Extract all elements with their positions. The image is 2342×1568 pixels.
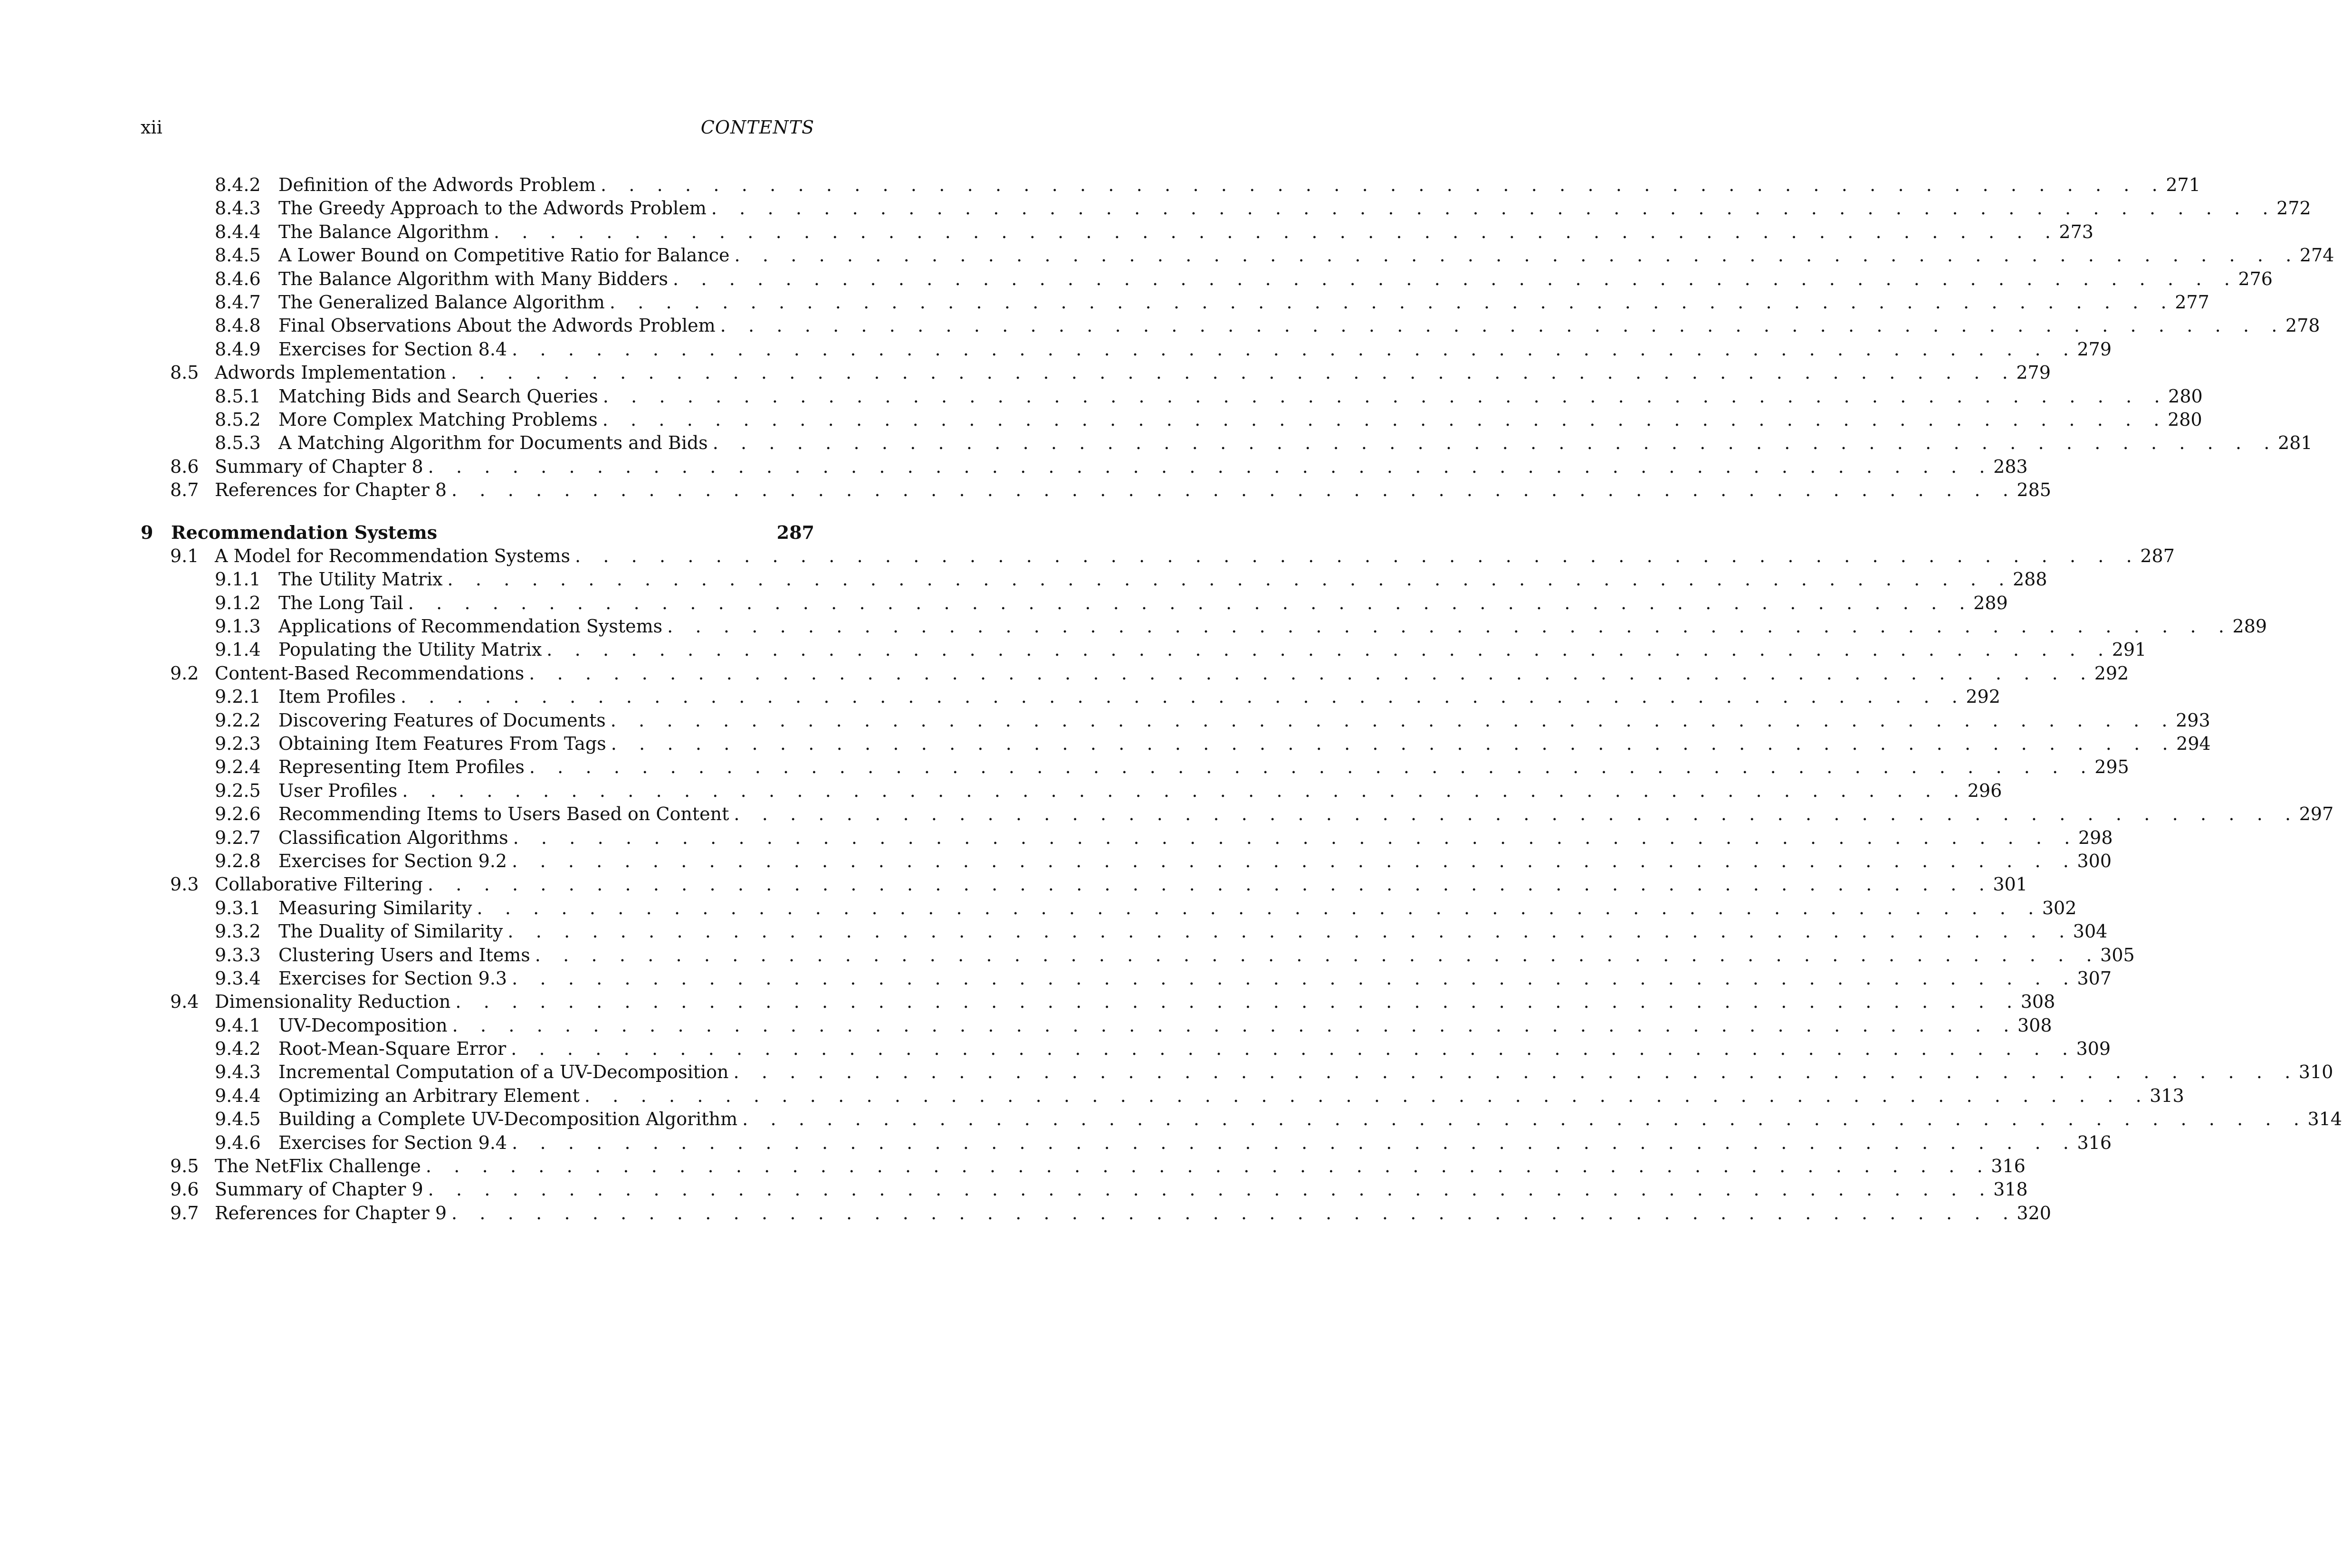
toc-entry[interactable] xyxy=(141,826,2113,850)
toc-entry[interactable] xyxy=(141,1108,2342,1131)
toc-entry[interactable] xyxy=(141,967,2112,990)
entry-number: 9.2.5 xyxy=(215,780,261,801)
dot-leader: . . . . . . . . . . . . . . . . . . . . . . . . . . . . . . . . . . . . . . . . . . . . . . . . . . . . . . . . xyxy=(512,1132,2077,1153)
entry-line xyxy=(278,568,2047,591)
entry-title: Exercises for Section 9.4 xyxy=(278,1132,507,1153)
entry-line xyxy=(215,1155,2026,1178)
entry-number: 9.2.2 xyxy=(215,709,261,731)
entry-page-number: 280 xyxy=(2168,385,2203,407)
dot-leader: . . . . . . . . . . . . . . . . . . . . . . . . . . . . . . . . . . . . . . . . . . . . . . . . . . . . . . . . xyxy=(600,174,2166,195)
entry-number: 9.3.1 xyxy=(215,897,261,918)
toc-entry[interactable] xyxy=(141,1131,2112,1155)
entry-line xyxy=(215,361,2051,384)
entry-number: 8.7 xyxy=(170,479,199,501)
entry-page-number: 279 xyxy=(2077,338,2112,360)
dot-leader: . . . . . . . . . . . . . . . . . . . . . . . . . . . . . . . . . . . . . . . . . . . . . . . . . . . . . . . . xyxy=(447,569,2013,590)
chapter-entry[interactable] xyxy=(141,521,814,544)
entry-page-number: 292 xyxy=(1966,686,2000,708)
entry-number: 9.4 xyxy=(170,991,199,1013)
entry-page-number: 277 xyxy=(2175,291,2209,313)
entry-page-number: 298 xyxy=(2078,827,2113,848)
entry-title: Root-Mean-Square Error xyxy=(278,1038,507,1060)
entry-page-number: 316 xyxy=(1991,1156,2026,1177)
toc-entry[interactable] xyxy=(141,1037,2111,1061)
entry-line xyxy=(278,592,2008,615)
dot-leader: . . . . . . . . . . . . . . . . . . . . . . . . . . . . . . . . . . . . . . . . . . . . . . . . . . . . . . . . xyxy=(512,850,2077,871)
toc-entry[interactable] xyxy=(141,314,2320,337)
entry-number: 8.4.3 xyxy=(215,198,261,219)
entry-page-number: 276 xyxy=(2238,268,2273,289)
entry-number: 9.2.4 xyxy=(215,756,261,778)
entry-number: 9.4.3 xyxy=(215,1061,261,1083)
dot-leader: . . . . . . . . . . . . . . . . . . . . . . . . . . . . . . . . . . . . . . . . . . . . . . . . . . . . . . . . xyxy=(455,991,2021,1013)
entry-page-number: 295 xyxy=(2094,756,2129,778)
entry-title: Clustering Users and Items xyxy=(278,944,530,966)
entry-number: 9.3.2 xyxy=(215,921,261,942)
entry-number: 9.4.4 xyxy=(215,1085,261,1106)
entry-line xyxy=(278,803,2334,826)
dot-leader: . . . . . . . . . . . . . . . . . . . . . . . . . . . . . . . . . . . . . . . . . . . . . . . . . . . . . . . . xyxy=(602,409,2168,430)
dot-leader: . . . . . . . . . . . . . . . . . . . . . . . . . . . . . . . . . . . . . . . . . . . . . . . . . . . . . . . . xyxy=(400,686,1966,708)
entry-number: 9.4.2 xyxy=(215,1038,261,1060)
entry-page-number: 291 xyxy=(2112,639,2147,660)
page-header xyxy=(141,117,814,145)
entry-page-number: 279 xyxy=(2016,362,2051,383)
entry-number: 9.6 xyxy=(170,1179,199,1200)
entry-title: Item Profiles xyxy=(278,686,396,708)
entry-title: Summary of Chapter 9 xyxy=(215,1179,423,1200)
entry-line xyxy=(278,920,2108,943)
dot-leader: . . . . . . . . . . . . . . . . . . . . . . . . . . . . . . . . . . . . . . . . . . . . . . . . . . . . . . . . xyxy=(610,709,2176,731)
entry-page-number: 314 xyxy=(2307,1109,2342,1130)
entry-line xyxy=(215,1202,2051,1225)
toc-entry[interactable] xyxy=(141,361,2051,384)
entry-title: Content-Based Recommendations xyxy=(215,662,525,684)
entry-page-number: 310 xyxy=(2298,1061,2333,1083)
dot-leader: . . . . . . . . . . . . . . . . . . . . . . . . . . . . . . . . . . . . . . . . . . . . . . . . . . . . . . . . xyxy=(734,245,2300,266)
dot-leader: . . . . . . . . . . . . . . . . . . . . . . . . . . . . . . . . . . . . . . . . . . . . . . . . . . . . . . . . xyxy=(711,198,2277,219)
toc-entry[interactable] xyxy=(141,615,2267,638)
entry-title: Incremental Computation of a UV-Decomposition xyxy=(278,1061,729,1083)
entry-number: 8.4.8 xyxy=(215,315,261,336)
entry-page-number: 280 xyxy=(2168,409,2202,430)
dot-leader: . . . . . . . . . . . . . . . . . . . . . . . . . . . . . . . . . . . . . . . . . . . . . . . . . . . . . . . . xyxy=(512,967,2077,989)
entry-title: Applications of Recommendation Systems xyxy=(278,616,663,637)
entry-line xyxy=(215,478,2051,502)
dot-leader: . . . . . . . . . . . . . . . . . . . . . . . . . . . . . . . . . . . . . . . . . . . . . . . . . . . . . . . . xyxy=(720,315,2286,336)
entry-title: The Long Tail xyxy=(278,592,403,613)
entry-number: 8.4.2 xyxy=(215,174,261,195)
entry-number: 9.4.6 xyxy=(215,1132,261,1153)
entry-line xyxy=(278,1108,2342,1131)
entry-page-number: 307 xyxy=(2077,967,2112,989)
entry-number: 8.4.4 xyxy=(215,221,261,242)
entry-title: Definition of the Adwords Problem xyxy=(278,174,596,195)
dot-leader: . . . . . . . . . . . . . . . . . . . . . . . . . . . . . . . . . . . . . . . . . . . . . . . . . . . . . . . . xyxy=(712,432,2278,454)
entry-title: Discovering Features of Documents xyxy=(278,709,606,731)
entry-title: Representing Item Profiles xyxy=(278,756,525,778)
entry-title: Recommending Items to Users Based on Content xyxy=(278,803,729,825)
entry-page-number: 320 xyxy=(2017,1202,2051,1224)
entry-page-number: 309 xyxy=(2076,1038,2111,1060)
entry-page-number: 313 xyxy=(2150,1085,2184,1106)
entry-title: References for Chapter 8 xyxy=(215,479,447,501)
entry-title: UV-Decomposition xyxy=(278,1014,448,1036)
entry-line xyxy=(215,545,2175,568)
entry-title: Classification Algorithms xyxy=(278,827,508,848)
entry-number: 9.2.7 xyxy=(215,827,261,848)
entry-number: 9.1.2 xyxy=(215,592,261,613)
entry-page-number: 288 xyxy=(2012,569,2047,590)
toc-entry[interactable] xyxy=(141,385,2203,408)
toc-entry[interactable] xyxy=(141,478,2051,502)
dot-leader: . . . . . . . . . . . . . . . . . . . . . . . . . . . . . . . . . . . . . . . . . . . . . . . . . . . . . . . . xyxy=(512,338,2077,360)
toc-entry[interactable] xyxy=(141,873,2027,896)
page-number: xii xyxy=(141,117,163,138)
entry-number: 9.3.3 xyxy=(215,944,261,966)
entry-title: Dimensionality Reduction xyxy=(215,991,451,1013)
dot-leader: . . . . . . . . . . . . . . . . . . . . . . . . . . . . . . . . . . . . . . . . . . . . . . . . . . . . . . . . xyxy=(609,291,2175,313)
dot-leader: . . . . . . . . . . . . . . . . . . . . . . . . . . . . . . . . . . . . . . . . . . . . . . . . . . . . . . . . xyxy=(451,1202,2017,1224)
entry-page-number: 296 xyxy=(1967,780,2002,801)
entry-line xyxy=(278,220,2093,244)
entry-title: The Balance Algorithm with Many Bidders xyxy=(278,268,669,289)
entry-page-number: 293 xyxy=(2176,709,2210,731)
toc-entry[interactable] xyxy=(141,638,2147,661)
entry-title: The Duality of Similarity xyxy=(278,921,503,942)
entry-page-number: 289 xyxy=(1973,592,2008,613)
dot-leader: . . . . . . . . . . . . . . . . . . . . . . . . . . . . . . . . . . . . . . . . . . . . . . . . . . . . . . . . xyxy=(511,1038,2076,1060)
entry-line xyxy=(278,850,2112,873)
toc-entry[interactable] xyxy=(141,338,2112,361)
entry-line xyxy=(278,779,2002,803)
entry-page-number: 318 xyxy=(1993,1179,2028,1200)
entry-line xyxy=(215,662,2129,685)
entry-line xyxy=(278,755,2129,779)
toc-entry[interactable] xyxy=(141,803,2334,826)
entry-page-number: 308 xyxy=(2017,1014,2052,1036)
entry-line xyxy=(215,873,2027,896)
dot-leader: . . . . . . . . . . . . . . . . . . . . . . . . . . . . . . . . . . . . . . . . . . . . . . . . . . . . . . . . xyxy=(584,1085,2150,1106)
entry-title: A Model for Recommendation Systems xyxy=(215,545,570,566)
dot-leader: . . . . . . . . . . . . . . . . . . . . . . . . . . . . . . . . . . . . . . . . . . . . . . . . . . . . . . . . xyxy=(450,362,2017,383)
entry-number: 8.4.7 xyxy=(215,291,261,313)
entry-title: The Generalized Balance Algorithm xyxy=(278,291,605,313)
entry-number: 8.5.2 xyxy=(215,409,261,430)
entry-title: Optimizing an Arbitrary Element xyxy=(278,1085,580,1106)
entry-title: The Balance Algorithm xyxy=(278,221,489,242)
dot-leader: . . . . . . . . . . . . . . . . . . . . . . . . . . . . . . . . . . . . . . . . . . . . . . . . . . . . . . . . xyxy=(602,385,2169,407)
toc-entry[interactable] xyxy=(141,455,2028,478)
toc-entry[interactable] xyxy=(141,779,2002,803)
entry-number: 9.2.8 xyxy=(215,850,261,871)
dot-leader: . . . . . . . . . . . . . . . . . . . . . . . . . . . . . . . . . . . . . . . . . . . . . . . . . . . . . . . . xyxy=(408,592,1974,613)
entry-number: 8.5.3 xyxy=(215,432,261,454)
entry-page-number: 287 xyxy=(776,522,814,544)
entry-line xyxy=(278,685,2000,708)
entry-line xyxy=(278,314,2320,337)
entry-line xyxy=(171,521,814,544)
entry-line xyxy=(278,173,2200,197)
toc-entry[interactable] xyxy=(141,920,2108,943)
dot-leader: . . . . . . . . . . . . . . . . . . . . . . . . . . . . . . . . . . . . . . . . . . . . . . . . . . . . . . . . xyxy=(451,479,2017,501)
entry-page-number: 273 xyxy=(2059,221,2093,242)
entry-line xyxy=(278,244,2334,267)
entry-line xyxy=(278,944,2135,967)
entry-number: 9.1.1 xyxy=(215,569,261,590)
entry-number: 9.4.1 xyxy=(215,1014,261,1036)
toc-entry[interactable] xyxy=(141,268,2273,291)
entry-line xyxy=(278,338,2112,361)
dot-leader: . . . . . . . . . . . . . . . . . . . . . . . . . . . . . . . . . . . . . . . . . . . . . . . . . . . . . . . . xyxy=(535,944,2101,966)
dot-leader: . . . . . . . . . . . . . . . . . . . . . . . . . . . . . . . . . . . . . . . . . . . . . . . . . . . . . . . . xyxy=(428,456,1994,477)
entry-title: Building a Complete UV-Decomposition Algorithm xyxy=(278,1109,738,1130)
entry-title: Final Observations About the Adwords Problem xyxy=(278,315,716,336)
entry-number: 9.5 xyxy=(170,1156,199,1177)
entry-line xyxy=(278,431,2313,455)
table-of-contents xyxy=(141,173,2342,1225)
entry-page-number: 308 xyxy=(2020,991,2055,1013)
dot-leader: . . . . . . . . . . . . . . . . . . . . . . . . . . . . . . . . . . . . . . . . . . . . . . . . . . . . . . . . xyxy=(452,1014,2017,1036)
entry-number: 8.4.6 xyxy=(215,268,261,289)
entry-title: Exercises for Section 9.3 xyxy=(278,967,507,989)
entry-number: 8.4.9 xyxy=(215,338,261,360)
dot-leader: . . . . . . . . . . . . . . . . . . . . . . . . . . . . . . . . . . . . . . . . . . . . . . . . . . . . . . . . xyxy=(507,921,2073,942)
dot-leader: . . . . . . . . . . . . . . . . . . . . . . . . . . . . . . . . . . . . . . . . . . . . . . . . . . . . . . . . xyxy=(667,616,2233,637)
toc-entry[interactable] xyxy=(141,897,2077,920)
toc-entry[interactable] xyxy=(141,1202,2051,1225)
dot-leader: . . . . . . . . . . . . . . . . . . . . . . . . . . . . . . . . . . . . . . . . . . . . . . . . . . . . . . . . xyxy=(494,221,2059,242)
entry-title: Exercises for Section 9.2 xyxy=(278,850,507,871)
toc-entry[interactable] xyxy=(141,408,2202,431)
toc-entry[interactable] xyxy=(141,1155,2026,1178)
dot-leader: . . . . . . . . . . . . . . . . . . . . . . . . . . . . . . . . . . . . . . . . . . . . . . . . . . . . . . . . xyxy=(425,1156,1991,1177)
toc-entry[interactable] xyxy=(141,220,2093,244)
entry-page-number: 289 xyxy=(2232,616,2267,637)
entry-line xyxy=(278,897,2077,920)
entry-line xyxy=(278,967,2112,990)
entry-page-number: 287 xyxy=(2140,545,2175,566)
entry-number: 9.2 xyxy=(170,662,199,684)
dot-leader: . . . . . . . . . . . . . . . . . . . . . . . . . . . . . . . . . . . . . . . . . . . . . . . . . . . . . . . . xyxy=(428,1179,1994,1200)
entry-title: Obtaining Item Features From Tags xyxy=(278,733,606,754)
entry-title: Populating the Utility Matrix xyxy=(278,639,542,660)
entry-title: User Profiles xyxy=(278,780,398,801)
toc-entry[interactable] xyxy=(141,291,2209,314)
entry-line xyxy=(278,709,2210,732)
toc-entry[interactable] xyxy=(141,1061,2333,1084)
toc-entry[interactable] xyxy=(141,662,2129,685)
toc-entry[interactable] xyxy=(141,990,2055,1013)
dot-leader: . . . . . . . . . . . . . . . . . . . . . . . . . . . . . . . . . . . . . . . . . . . . . . . . . . . . . . . . xyxy=(742,1109,2308,1130)
entry-page-number: 272 xyxy=(2276,198,2311,219)
dot-leader: . . . . . . . . . . . . . . . . . . . . . . . . . . . . . . . . . . . . . . . . . . . . . . . . . . . . . . . . xyxy=(529,662,2094,684)
entry-line xyxy=(278,291,2209,314)
entry-title: Collaborative Filtering xyxy=(215,874,423,895)
entry-title: Summary of Chapter 8 xyxy=(215,456,423,477)
entry-page-number: 271 xyxy=(2166,174,2200,195)
entry-number: 8.6 xyxy=(170,456,199,477)
dot-leader: . . . . . . . . . . . . . . . . . . . . . . . . . . . . . . . . . . . . . . . . . . . . . . . . . . . . . . . . xyxy=(611,733,2177,754)
entry-line xyxy=(278,197,2311,220)
entry-line xyxy=(278,615,2267,638)
entry-line xyxy=(215,455,2028,478)
entry-line xyxy=(278,1131,2112,1155)
entry-title: A Matching Algorithm for Documents and Bids xyxy=(278,432,708,454)
dot-leader: . . . . . . . . . . . . . . . . . . . . . . . . . . . . . . . . . . . . . . . . . . . . . . . . . . . . . . . . xyxy=(529,756,2095,778)
entry-number: 9 xyxy=(141,522,153,544)
entry-line xyxy=(215,1178,2028,1201)
entry-number: 9.2.3 xyxy=(215,733,261,754)
entry-page-number: 297 xyxy=(2299,803,2334,825)
entry-title: Measuring Similarity xyxy=(278,897,472,918)
entry-line xyxy=(278,826,2113,850)
entry-number: 8.5 xyxy=(170,362,199,383)
entry-line xyxy=(278,385,2203,408)
dot-leader: . . . . . . . . . . . . . . . . . . . . . . . . . . . . . . . . . . . . . . . . . . . . . . . . . . . . . . . . xyxy=(513,827,2078,848)
entry-line xyxy=(278,732,2211,755)
toc-entry[interactable] xyxy=(141,545,2175,568)
entry-title: Recommendation Systems xyxy=(171,522,438,544)
entry-number: 9.3 xyxy=(170,874,199,895)
entry-line xyxy=(278,1084,2184,1108)
toc-entry[interactable] xyxy=(141,568,2047,591)
entry-page-number: 294 xyxy=(2176,733,2211,754)
toc-entry[interactable] xyxy=(141,592,2008,615)
entry-title: The Greedy Approach to the Adwords Problem xyxy=(278,198,707,219)
dot-leader xyxy=(442,521,777,544)
entry-line xyxy=(278,408,2202,431)
entry-number: 9.7 xyxy=(170,1202,199,1224)
entry-line xyxy=(278,638,2147,661)
toc-entry[interactable] xyxy=(141,850,2112,873)
entry-line xyxy=(278,1037,2111,1061)
entry-number: 9.1.4 xyxy=(215,639,261,660)
toc-entry[interactable] xyxy=(141,1178,2028,1201)
entry-number: 9.2.6 xyxy=(215,803,261,825)
entry-title: Matching Bids and Search Queries xyxy=(278,385,598,407)
entry-number: 9.1 xyxy=(170,545,199,566)
dot-leader: . . . . . . . . . . . . . . . . . . . . . . . . . . . . . . . . . . . . . . . . . . . . . . . . . . . . . . . . xyxy=(673,268,2238,289)
entry-page-number: 285 xyxy=(2017,479,2051,501)
toc-entry[interactable] xyxy=(141,944,2135,967)
entry-title: References for Chapter 9 xyxy=(215,1202,447,1224)
entry-page-number: 278 xyxy=(2285,315,2320,336)
entry-number: 8.4.5 xyxy=(215,245,261,266)
entry-title: More Complex Matching Problems xyxy=(278,409,598,430)
toc-entry[interactable] xyxy=(141,431,2313,455)
entry-page-number: 304 xyxy=(2073,921,2108,942)
entry-number: 9.3.4 xyxy=(215,967,261,989)
entry-page-number: 281 xyxy=(2278,432,2313,454)
entry-title: Exercises for Section 8.4 xyxy=(278,338,507,360)
dot-leader: . . . . . . . . . . . . . . . . . . . . . . . . . . . . . . . . . . . . . . . . . . . . . . . . . . . . . . . . xyxy=(546,639,2112,660)
dot-leader: . . . . . . . . . . . . . . . . . . . . . . . . . . . . . . . . . . . . . . . . . . . . . . . . . . . . . . . . xyxy=(574,545,2141,566)
dot-leader: . . . . . . . . . . . . . . . . . . . . . . . . . . . . . . . . . . . . . . . . . . . . . . . . . . . . . . . . xyxy=(402,780,1968,801)
entry-page-number: 283 xyxy=(1993,456,2028,477)
toc-entry[interactable] xyxy=(141,1014,2052,1037)
entry-line xyxy=(278,1061,2333,1084)
entry-title: The NetFlix Challenge xyxy=(215,1156,421,1177)
entry-title: The Utility Matrix xyxy=(278,569,443,590)
entry-page-number: 305 xyxy=(2100,944,2135,966)
entry-title: A Lower Bound on Competitive Ratio for Balance xyxy=(278,245,730,266)
toc-entry[interactable] xyxy=(141,709,2210,732)
dot-leader: . . . . . . . . . . . . . . . . . . . . . . . . . . . . . . . . . . . . . . . . . . . . . . . . . . . . . . . . xyxy=(733,1061,2299,1083)
entry-number: 9.4.5 xyxy=(215,1109,261,1130)
entry-page-number: 316 xyxy=(2077,1132,2112,1153)
entry-line xyxy=(278,1014,2052,1037)
entry-page-number: 302 xyxy=(2042,897,2077,918)
running-head: CONTENTS xyxy=(700,117,814,138)
entry-number: 9.2.1 xyxy=(215,686,261,708)
toc-entry[interactable] xyxy=(141,244,2334,267)
entry-page-number: 300 xyxy=(2077,850,2112,871)
entry-title: Adwords Implementation xyxy=(215,362,446,383)
toc-entry[interactable] xyxy=(141,685,2000,708)
toc-entry[interactable] xyxy=(141,197,2311,220)
dot-leader: . . . . . . . . . . . . . . . . . . . . . . . . . . . . . . . . . . . . . . . . . . . . . . . . . . . . . . . . xyxy=(427,874,1993,895)
entry-page-number: 292 xyxy=(2094,662,2129,684)
toc-entry[interactable] xyxy=(141,732,2211,755)
entry-page-number: 274 xyxy=(2299,245,2334,266)
dot-leader: . . . . . . . . . . . . . . . . . . . . . . . . . . . . . . . . . . . . . . . . . . . . . . . . . . . . . . . . xyxy=(734,803,2299,825)
toc-entry[interactable] xyxy=(141,755,2129,779)
dot-leader: . . . . . . . . . . . . . . . . . . . . . . . . . . . . . . . . . . . . . . . . . . . . . . . . . . . . . . . . xyxy=(477,897,2042,918)
entry-line xyxy=(278,268,2273,291)
entry-number: 9.1.3 xyxy=(215,616,261,637)
entry-number: 8.5.1 xyxy=(215,385,261,407)
entry-line xyxy=(215,990,2055,1013)
toc-entry[interactable] xyxy=(141,1084,2184,1108)
entry-page-number: 301 xyxy=(1993,874,2027,895)
toc-entry[interactable] xyxy=(141,173,2200,197)
